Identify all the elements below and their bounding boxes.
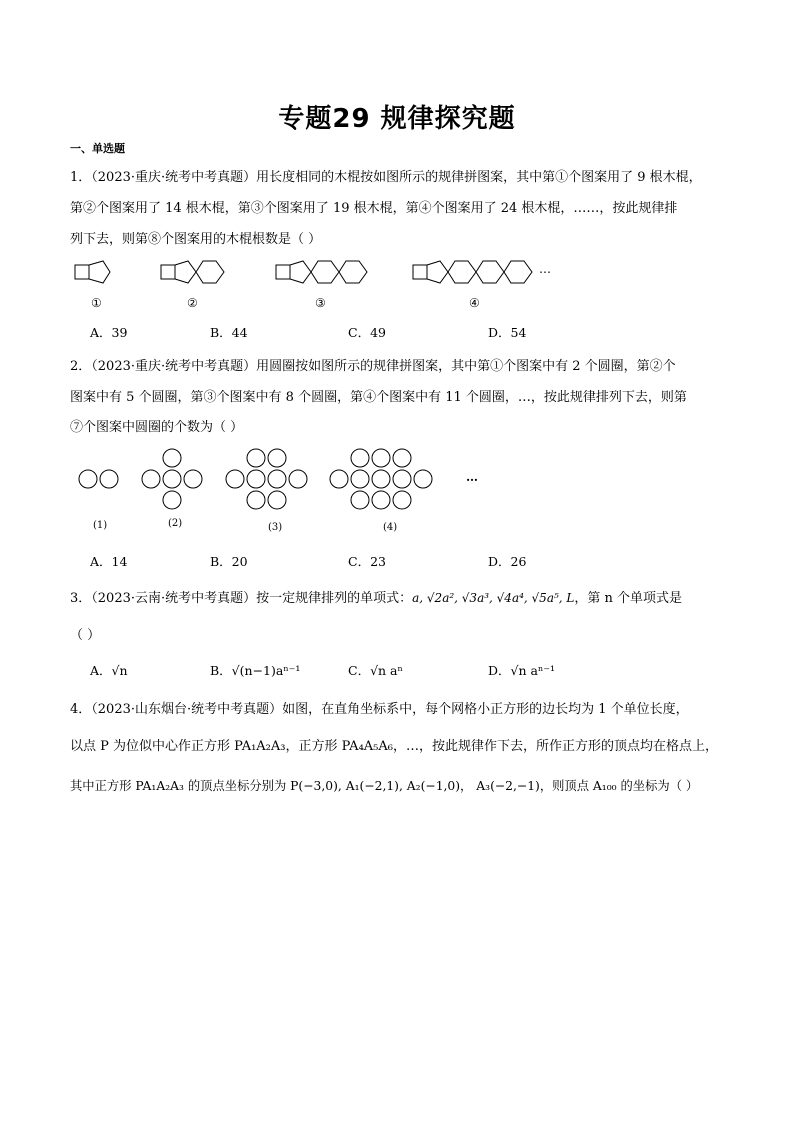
q3-option-c[interactable]: C．√n aⁿ — [348, 663, 403, 678]
q2-figure-label-3: (3) — [268, 522, 283, 533]
q1-option-d[interactable]: D．54 — [488, 325, 527, 340]
q1-figure-ellipsis: … — [539, 262, 551, 276]
q1-figure-label-3: ③ — [315, 296, 326, 310]
q2-figure-label-1: (1) — [93, 520, 108, 531]
q4-line-3: 其中正方形 PA₁A₂A₃ 的顶点坐标分别为 P(−3,0), A₁(−2,1), A₂(−1,0)， A₃(−2,−1)，则顶点 A₁₀₀ 的坐标为（ ） — [70, 779, 699, 793]
q1-line-2: 第②个图案用了 14 根木棍，第③个图案用了 19 根木棍，第④个图案用了 24 根木棍，……，按此规律排 — [70, 201, 678, 216]
q2-figure-2 — [142, 449, 202, 509]
section-heading: 一、单选题 — [70, 142, 125, 155]
q1-option-a[interactable]: A．39 — [90, 325, 128, 340]
q4-line-1: 4．（2023·山东烟台·统考中考真题）如图，在直角坐标系中，每个网格小正方形的边长均为 1 个单位长度， — [70, 702, 689, 717]
q1-stick-figures — [70, 258, 560, 292]
q2-circle-figures — [70, 440, 490, 520]
q2-figure-3 — [226, 449, 307, 509]
q3-line-1 — [70, 587, 682, 606]
q3-line-2: （ ） — [70, 628, 101, 643]
q2-figure-label-4: (4) — [383, 522, 398, 533]
q1-figure-2 — [161, 261, 224, 283]
q1-option-b[interactable]: B．44 — [210, 325, 248, 340]
q1-figure-label-2: ② — [187, 296, 198, 310]
q3-option-d[interactable]: D．√n aⁿ⁻¹ — [488, 663, 555, 678]
q3-prefix: 3．（2023·云南·统考中考真题）按一定规律排列的单项式： — [70, 591, 413, 606]
q2-figure-label-2: (2) — [168, 518, 183, 529]
q3-sequence: a, √2a², √3a³, √4a⁴, √5a⁵, L — [412, 591, 575, 605]
q1-figure-label-4: ④ — [469, 296, 480, 310]
q1-figure-4 — [413, 261, 532, 283]
q1-figure-3 — [276, 261, 367, 283]
q2-option-a[interactable]: A．14 — [90, 554, 128, 569]
q2-option-d[interactable]: D．26 — [488, 554, 527, 569]
q1-figure-1 — [75, 261, 110, 283]
q1-line-3: 列下去，则第⑧个图案用的木棍根数是（ ） — [70, 232, 322, 247]
q2-option-b[interactable]: B．20 — [210, 554, 248, 569]
q2-line-3: ⑦个图案中圆圈的个数为（ ） — [70, 420, 244, 435]
q3-option-a[interactable]: A．√n — [90, 663, 128, 678]
q3-option-b[interactable]: B．√(n−1)aⁿ⁻¹ — [210, 663, 301, 678]
q1-line-1: 1．（2023·重庆·统考中考真题）用长度相同的木棍按如图所示的规律拼图案，其中第①个图案用了 9 根木棍， — [70, 170, 702, 185]
q4-line-2: 以点 P 为位似中心作正方形 PA₁A₂A₃，正方形 PA₄A₅A₆，…，按此规律作下去，所作正方形的顶点均在格点上， — [70, 739, 718, 754]
q2-figure-ellipsis: … — [466, 470, 478, 484]
q2-figure-1 — [79, 470, 118, 488]
page-title: 专题29 规律探究题 — [278, 104, 516, 134]
q2-line-1: 2．（2023·重庆·统考中考真题）用圆圈按如图所示的规律拼图案，其中第①个图案中有 2 个圆圈，第②个 — [70, 359, 676, 374]
q2-option-c[interactable]: C．23 — [348, 554, 386, 569]
q2-figure-4 — [330, 449, 432, 509]
q3-suffix: ，第 n 个单项式是 — [574, 591, 683, 606]
q1-option-c[interactable]: C．49 — [348, 325, 386, 340]
q1-figure-label-1: ① — [91, 296, 102, 310]
q2-line-2: 图案中有 5 个圆圈，第③个图案中有 8 个圆圈，第④个图案中有 11 个圆圈，…，按此规律排列下去，则第 — [70, 390, 687, 405]
